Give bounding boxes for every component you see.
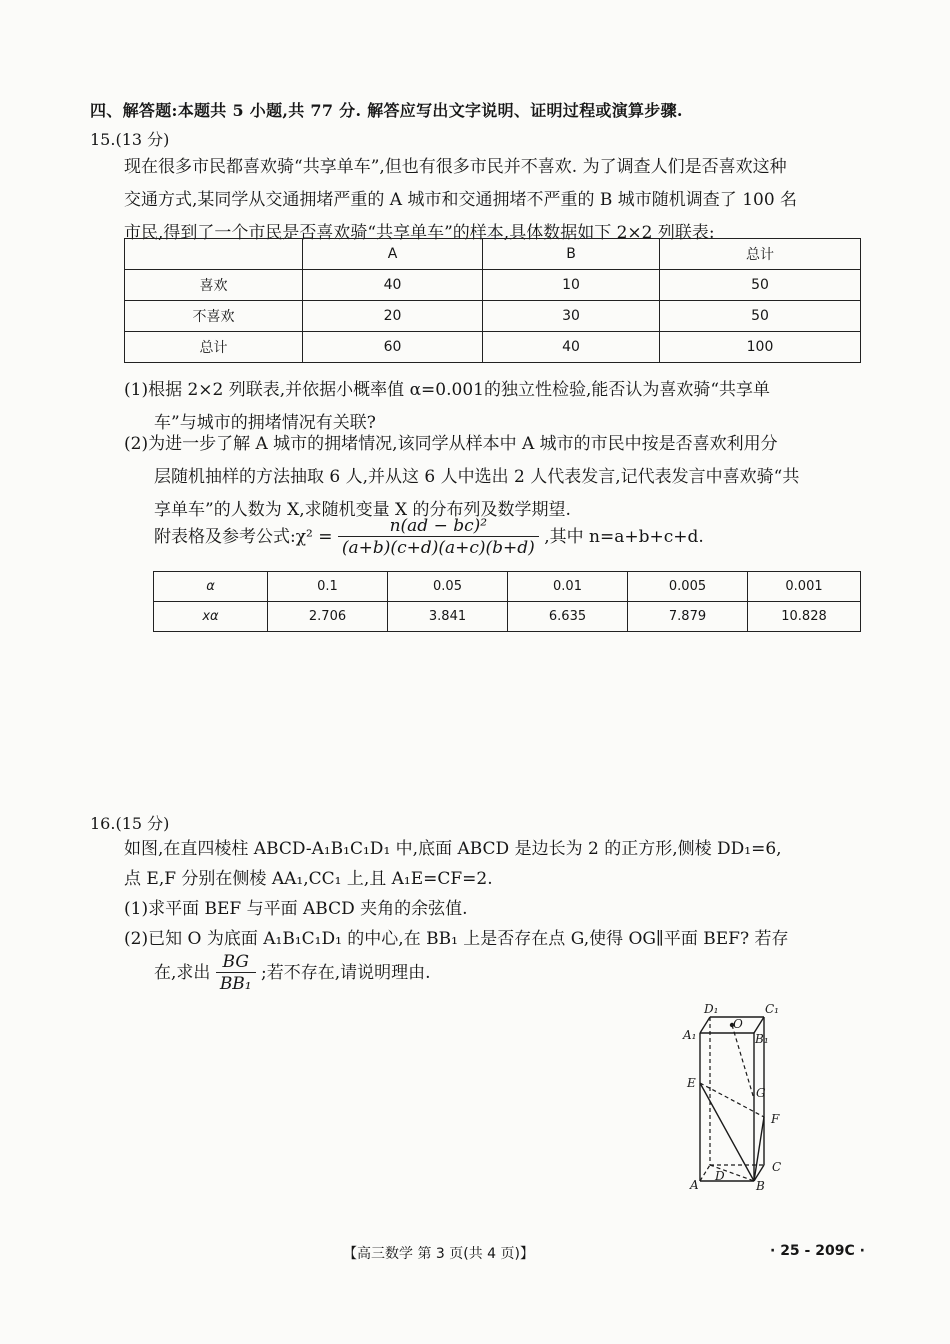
q15-number: 15.(13 分) (90, 130, 170, 149)
q16-line: 点 E,F 分别在侧棱 AA₁,CC₁ 上,且 A₁E=CF=2. (124, 869, 493, 889)
label-b1: B₁ (755, 1032, 769, 1046)
table-cell: 7.879 (628, 602, 748, 632)
formula-numerator: n(ad − bc)² (338, 516, 539, 537)
q15-intro (124, 151, 797, 250)
q16-line: (1)求平面 BEF 与平面 ABCD 夹角的余弦值. (124, 899, 468, 919)
table-cell: xα (154, 602, 268, 632)
table-cell: 50 (660, 301, 861, 332)
q16-last-suffix: ;若不存在,请说明理由. (261, 963, 431, 983)
label-d: D (715, 1169, 725, 1183)
formula-suffix: ,其中 n=a+b+c+d. (544, 527, 704, 547)
q15-intro-line: 现在很多市民都喜欢骑“共享单车”,但也有很多市民并不喜欢. 为了调查人们是否喜欢这种 (124, 157, 787, 177)
table-cell: 30 (483, 301, 660, 332)
table-cell: 喜欢 (125, 270, 303, 301)
formula-prefix: 附表格及参考公式:χ² = (154, 527, 333, 547)
q15-intro-line: 市民,得到了一个市民是否喜欢骑“共享单车”的样本,具体数据如下 2×2 列联表: (124, 223, 715, 243)
table-header-cell: A (303, 239, 483, 270)
table-header-cell: 总计 (660, 239, 861, 270)
label-g: G (756, 1086, 766, 1100)
page-footer: 【高三数学 第 3 页(共 4 页)】 (343, 1246, 534, 1262)
table-header-cell (125, 239, 303, 270)
edge-d1a1 (700, 1017, 710, 1033)
table-row (125, 301, 861, 332)
q16-line: (2)已知 O 为底面 A₁B₁C₁D₁ 的中心,在 BB₁ 上是否存在点 G,使得 OG∥平面 BEF? 若存 (124, 929, 789, 949)
table-cell: 0.01 (508, 572, 628, 602)
q15-part1-line: 车”与城市的拥堵情况有关联? (154, 413, 376, 433)
edge-c1b1 (754, 1017, 764, 1033)
label-c: C (772, 1160, 782, 1174)
q15-part2-line: (2)为进一步了解 A 城市的拥堵情况,该同学从样本中 A 城市的市民中按是否喜欢利用分 (124, 434, 778, 454)
table-cell: 10.828 (748, 602, 861, 632)
q16-line: 如图,在直四棱柱 ABCD-A₁B₁C₁D₁ 中,底面 ABCD 是边长为 2 的正方形,侧棱 DD₁=6, (124, 839, 782, 859)
table-header-cell: B (483, 239, 660, 270)
formula-denominator: (a+b)(c+d)(a+c)(b+d) (341, 538, 535, 558)
table-cell: 不喜欢 (125, 301, 303, 332)
segment-og-hidden (732, 1025, 754, 1099)
contingency-table (124, 238, 861, 363)
table-cell: 50 (660, 270, 861, 301)
q15-part2-line: 享单车”的人数为 X,求随机变量 X 的分布列及数学期望. (154, 500, 571, 520)
table-cell: 60 (303, 332, 483, 363)
table-cell: 10 (483, 270, 660, 301)
segment-bf (754, 1117, 764, 1181)
table-row (125, 332, 861, 363)
table-cell: 100 (660, 332, 861, 363)
table-cell: 0.05 (388, 572, 508, 602)
prism-figure (670, 995, 800, 1200)
table-cell: 0.001 (748, 572, 861, 602)
table-header-row (125, 239, 861, 270)
q16-last-line (154, 952, 431, 995)
formula-fraction (338, 516, 539, 559)
table-cell: 0.1 (268, 572, 388, 602)
table-cell: 20 (303, 301, 483, 332)
table-cell: 40 (303, 270, 483, 301)
formula (154, 516, 704, 559)
label-a1: A₁ (683, 1028, 697, 1042)
label-c1: C₁ (765, 1002, 779, 1016)
table-cell: 2.706 (268, 602, 388, 632)
table-cell: 3.841 (388, 602, 508, 632)
edge-ad-hidden (700, 1165, 710, 1181)
exam-code: · 25 - 209C · (770, 1243, 865, 1259)
table-cell: 总计 (125, 332, 303, 363)
q16-body (124, 834, 789, 954)
table-row (154, 572, 861, 602)
table-row (154, 602, 861, 632)
label-a: A (690, 1178, 699, 1192)
q16-number: 16.(15 分) (90, 814, 170, 833)
q16-last-prefix: 在,求出 (154, 963, 211, 983)
ratio-denominator: BB₁ (219, 974, 252, 994)
table-cell: 6.635 (508, 602, 628, 632)
q15-part1-line: (1)根据 2×2 列联表,并依据小概率值 α=0.001的独立性检验,能否认为喜欢骑“共享单 (124, 380, 771, 400)
label-o: O (733, 1017, 743, 1031)
table-cell: α (154, 572, 268, 602)
label-b: B (756, 1179, 765, 1193)
q15-part2 (124, 428, 799, 527)
critical-value-table (153, 571, 861, 632)
table-cell: 40 (483, 332, 660, 363)
table-cell: 0.005 (628, 572, 748, 602)
table-row (125, 270, 861, 301)
q15-intro-line: 交通方式,某同学从交通拥堵严重的 A 城市和交通拥堵不严重的 B 城市随机调查了 100 名 (124, 190, 798, 210)
label-e: E (687, 1076, 696, 1090)
section-title: 四、解答题:本题共 5 小题,共 77 分. 解答应写出文字说明、证明过程或演算步骤. (90, 101, 683, 120)
label-d1: D₁ (704, 1002, 719, 1016)
q15-part2-line: 层随机抽样的方法抽取 6 人,并从这 6 人中选出 2 人代表发言,记代表发言中喜欢骑“共 (154, 467, 800, 487)
ratio-fraction (216, 952, 256, 995)
ratio-numerator: BG (216, 952, 256, 973)
label-f: F (771, 1112, 780, 1126)
